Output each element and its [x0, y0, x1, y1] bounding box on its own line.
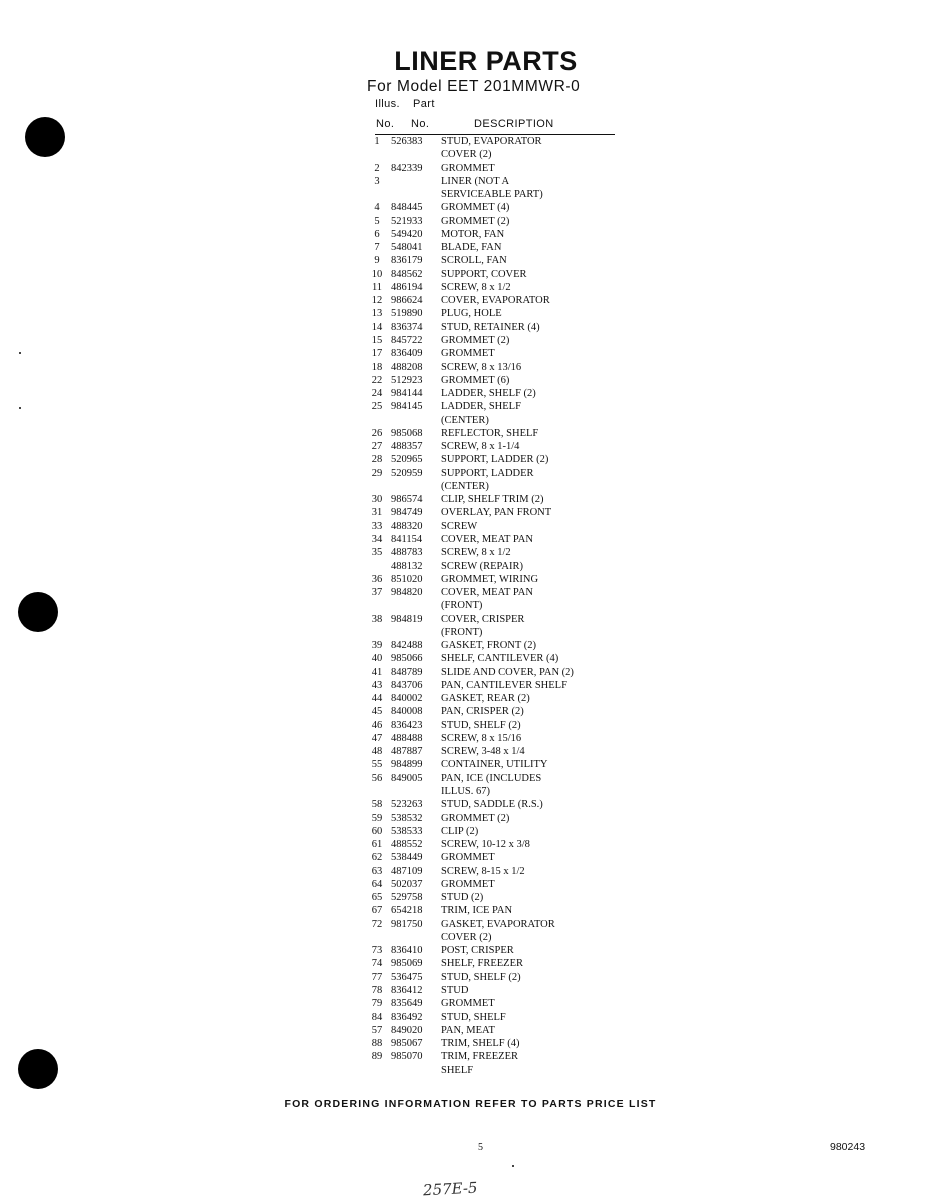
table-row — [363, 254, 623, 267]
table-row — [363, 944, 623, 957]
part-description: OVERLAY, PAN FRONT — [441, 507, 552, 519]
illus-number: 60 — [371, 825, 383, 837]
illus-number: 2 — [374, 162, 380, 174]
table-row — [363, 825, 623, 838]
table-row — [363, 281, 623, 294]
table-row — [363, 1024, 623, 1037]
part-description: LINER (NOT A SERVICEABLE PART) — [441, 175, 543, 201]
part-description: SCREW, 8 x 13/16 — [441, 361, 522, 373]
part-description: COVER, CRISPER (FRONT) — [441, 613, 525, 638]
illus-number: 36 — [371, 573, 383, 585]
part-description: STUD, RETAINER (4) — [441, 321, 540, 333]
part-number: 836423 — [391, 719, 423, 731]
table-row — [363, 997, 623, 1010]
illus-number: 77 — [371, 971, 383, 983]
part-description: SCREW, 3-48 x 1/4 — [441, 746, 525, 758]
table-row — [363, 520, 623, 533]
illus-number: 65 — [371, 892, 383, 904]
table-row — [363, 387, 623, 400]
part-number: 487887 — [391, 746, 423, 758]
illus-number: 48 — [371, 746, 383, 758]
illus-number: 58 — [371, 799, 383, 811]
part-description: GROMMET (2) — [441, 812, 510, 824]
part-description: MOTOR, FAN — [441, 228, 505, 240]
illus-number: 26 — [371, 427, 383, 439]
part-number: 986574 — [391, 494, 423, 506]
part-description: SHELF, FREEZER — [441, 958, 524, 970]
illus-number: 61 — [371, 839, 383, 851]
illus-number: 17 — [371, 348, 383, 360]
part-number: 985068 — [391, 427, 423, 439]
table-row — [363, 361, 623, 374]
table-row — [363, 560, 623, 573]
part-description: SUPPORT, COVER — [441, 268, 527, 280]
part-description: SCREW, 8 x 1/2 — [441, 281, 511, 293]
table-row — [363, 453, 623, 466]
illus-number: 9 — [374, 255, 380, 267]
part-number: 836410 — [391, 945, 423, 957]
part-number: 851020 — [391, 573, 423, 585]
part-description: GROMMET — [441, 998, 495, 1010]
part-description: PAN, ICE (INCLUDES ILLUS. 67) — [441, 772, 542, 798]
part-number: 842488 — [391, 640, 423, 652]
part-description: GROMMET — [441, 852, 495, 864]
part-number: 985067 — [391, 1038, 423, 1050]
illus-number: 46 — [371, 719, 383, 731]
part-description: SCREW, 8 x 15/16 — [441, 732, 522, 744]
table-row — [363, 533, 623, 546]
table-row — [363, 347, 623, 360]
illus-number: 33 — [371, 520, 383, 532]
illus-number: 30 — [371, 494, 383, 506]
scan-speck — [19, 407, 21, 409]
part-number: 520965 — [391, 454, 423, 466]
part-number: 538532 — [391, 812, 423, 824]
illus-number: 22 — [371, 374, 383, 386]
table-row — [363, 175, 623, 202]
table-row — [363, 758, 623, 771]
illus-number: 57 — [371, 1024, 383, 1036]
illus-number: 25 — [371, 401, 383, 413]
illus-number: 40 — [371, 653, 383, 665]
part-description: SCREW (REPAIR) — [441, 560, 523, 572]
table-row — [363, 918, 623, 945]
table-row — [363, 201, 623, 214]
table-row — [363, 1050, 623, 1077]
part-number: 523263 — [391, 799, 423, 811]
illus-number: 73 — [371, 945, 383, 957]
table-row — [363, 957, 623, 970]
part-description: POST, CRISPER — [441, 945, 514, 957]
part-description: SUPPORT, LADDER (CENTER) — [441, 467, 534, 492]
col-part-label: Part — [413, 98, 435, 110]
part-description: SCREW, 8 x 1/2 — [441, 547, 511, 559]
illus-number: 1 — [374, 136, 380, 147]
part-description: GROMMET, WIRING — [441, 573, 539, 585]
part-number: 836374 — [391, 321, 423, 333]
part-description: TRIM, SHELF (4) — [441, 1038, 520, 1050]
part-number: 985070 — [391, 1051, 423, 1063]
part-number: 849020 — [391, 1024, 423, 1036]
part-description: SHELF, CANTILEVER (4) — [441, 653, 559, 665]
col-illus-no: No. — [376, 118, 395, 130]
part-number: 487109 — [391, 865, 423, 877]
part-number: 984144 — [391, 388, 423, 400]
col-part-no: No. — [411, 118, 430, 130]
table-row — [363, 891, 623, 904]
part-description: SCROLL, FAN — [441, 255, 507, 267]
part-number: 488320 — [391, 520, 423, 532]
part-description: CLIP (2) — [441, 825, 479, 837]
illus-number: 41 — [371, 666, 383, 678]
parts-list — [363, 135, 623, 1077]
part-description: SCREW, 10-12 x 3/8 — [441, 839, 530, 851]
part-description: GROMMET — [441, 162, 495, 174]
illus-number: 79 — [371, 998, 383, 1010]
illus-number: 34 — [371, 533, 383, 545]
table-row — [363, 1037, 623, 1050]
part-number: 836412 — [391, 985, 423, 996]
page-title: LINER PARTS — [394, 46, 578, 76]
part-description: COVER, MEAT PAN — [441, 533, 533, 545]
table-row — [363, 400, 623, 427]
col-illus-label: Illus. — [375, 98, 401, 110]
col-description: DESCRIPTION — [474, 118, 554, 130]
part-number — [391, 175, 441, 202]
part-number: 984145 — [391, 401, 423, 413]
illus-number: 39 — [371, 640, 383, 652]
illus-number: 44 — [371, 693, 383, 705]
part-description: SCREW, 8-15 x 1/2 — [441, 865, 525, 877]
part-number: 842339 — [391, 162, 423, 174]
part-number: 836179 — [391, 255, 423, 267]
illus-number — [363, 560, 391, 573]
table-row — [363, 467, 623, 494]
table-row — [363, 573, 623, 586]
part-number: 840008 — [391, 706, 423, 718]
part-description: PLUG, HOLE — [441, 308, 502, 320]
part-number: 984749 — [391, 507, 423, 519]
part-number: 836492 — [391, 1011, 423, 1023]
part-number: 488783 — [391, 547, 423, 559]
illus-number: 47 — [371, 732, 383, 744]
part-number: 488488 — [391, 732, 423, 744]
illus-number: 59 — [371, 812, 383, 824]
part-description: BLADE, FAN — [441, 242, 502, 254]
part-description: SCREW, 8 x 1-1/4 — [441, 441, 520, 453]
part-number: 984899 — [391, 759, 423, 771]
table-row — [363, 639, 623, 652]
part-number: 548041 — [391, 242, 423, 254]
part-description: GROMMET (6) — [441, 374, 510, 386]
table-row — [363, 613, 623, 640]
part-description: CONTAINER, UTILITY — [441, 759, 548, 771]
illus-number: 64 — [371, 878, 383, 890]
part-description: STUD, SHELF (2) — [441, 971, 521, 983]
illus-number: 74 — [371, 958, 383, 970]
part-description: CLIP, SHELF TRIM (2) — [441, 494, 544, 506]
table-row — [363, 241, 623, 254]
handwritten-note: 257E-5 — [422, 1178, 478, 1200]
table-row — [363, 215, 623, 228]
part-number: 840002 — [391, 693, 423, 705]
part-number: 488357 — [391, 441, 423, 453]
table-row — [363, 307, 623, 320]
table-row — [363, 812, 623, 825]
table-row — [363, 692, 623, 705]
table-row — [363, 321, 623, 334]
illus-number: 56 — [371, 772, 383, 784]
part-number: 488208 — [391, 361, 423, 373]
part-number: 521933 — [391, 215, 423, 227]
part-number: 488132 — [391, 560, 423, 572]
part-description: PAN, CRISPER (2) — [441, 706, 524, 718]
part-description: LADDER, SHELF (2) — [441, 388, 536, 400]
illus-number: 35 — [371, 547, 383, 559]
part-number: 843706 — [391, 679, 423, 691]
illus-number: 13 — [371, 308, 383, 320]
part-number: 549420 — [391, 228, 423, 240]
model-subtitle: For Model EET 201MMWR-0 — [367, 78, 581, 95]
part-number: 848789 — [391, 666, 423, 678]
table-row — [363, 798, 623, 811]
part-description: PAN, MEAT — [441, 1024, 495, 1036]
table-row — [363, 546, 623, 559]
part-description: PAN, CANTILEVER SHELF — [441, 679, 567, 691]
illus-number: 11 — [371, 281, 383, 293]
punch-hole-bottom — [18, 1049, 58, 1089]
illus-number: 55 — [371, 759, 383, 771]
part-description: SLIDE AND COVER, PAN (2) — [441, 666, 574, 678]
part-number: 985066 — [391, 653, 423, 665]
illus-number: 88 — [371, 1038, 383, 1050]
table-row — [363, 228, 623, 241]
page-number: 5 — [478, 1142, 483, 1153]
table-row — [363, 440, 623, 453]
part-number: 538449 — [391, 852, 423, 864]
table-row — [363, 1011, 623, 1024]
table-row — [363, 652, 623, 665]
illus-number: 62 — [371, 852, 383, 864]
illus-number: 15 — [371, 334, 383, 346]
part-description: GROMMET — [441, 348, 495, 360]
illus-number: 6 — [374, 228, 380, 240]
table-row — [363, 294, 623, 307]
table-row — [363, 427, 623, 440]
table-row — [363, 334, 623, 347]
illus-number: 31 — [371, 507, 383, 519]
part-number: 529758 — [391, 892, 423, 904]
table-row — [363, 705, 623, 718]
part-number: 502037 — [391, 878, 423, 890]
part-description: GROMMET (2) — [441, 215, 510, 227]
table-row — [363, 904, 623, 917]
part-description: GROMMET — [441, 878, 495, 890]
table-row — [363, 838, 623, 851]
part-number: 520959 — [391, 467, 423, 479]
table-row — [363, 666, 623, 679]
part-number: 845722 — [391, 334, 423, 346]
illus-number: 38 — [371, 613, 383, 625]
table-row — [363, 374, 623, 387]
part-description: LADDER, SHELF (CENTER) — [441, 401, 521, 426]
table-row — [363, 745, 623, 758]
table-row — [363, 772, 623, 799]
part-number: 836409 — [391, 348, 423, 360]
illus-number: 37 — [371, 587, 383, 599]
part-number: 985069 — [391, 958, 423, 970]
table-row — [363, 851, 623, 864]
illus-number: 24 — [371, 388, 383, 400]
table-row — [363, 865, 623, 878]
illus-number: 5 — [374, 215, 380, 227]
part-number: 486194 — [391, 281, 423, 293]
part-description: STUD (2) — [441, 892, 484, 904]
part-number: 538533 — [391, 825, 423, 837]
illus-number: 78 — [371, 985, 383, 996]
punch-hole-top — [25, 117, 65, 157]
illus-number: 28 — [371, 454, 383, 466]
part-description: STUD, SADDLE (R.S.) — [441, 799, 543, 811]
illus-number: 43 — [371, 679, 383, 691]
part-description: STUD — [441, 985, 469, 996]
column-header — [375, 118, 615, 135]
illus-number: 63 — [371, 865, 383, 877]
scan-speck — [512, 1165, 514, 1167]
illus-number: 3 — [374, 175, 380, 187]
part-number: 488552 — [391, 839, 423, 851]
part-description: SCREW — [441, 520, 478, 532]
illus-number: 27 — [371, 441, 383, 453]
part-description: STUD, SHELF — [441, 1011, 506, 1023]
table-row — [363, 135, 623, 162]
illus-number: 84 — [371, 1011, 383, 1023]
part-description: GASKET, FRONT (2) — [441, 640, 536, 652]
document-number: 980243 — [830, 1141, 866, 1153]
table-row — [363, 162, 623, 175]
part-number: 984819 — [391, 613, 423, 625]
part-description: STUD, SHELF (2) — [441, 719, 521, 731]
part-description: TRIM, ICE PAN — [441, 905, 513, 917]
illus-number: 67 — [371, 905, 383, 917]
part-description: REFLECTOR, SHELF — [441, 427, 539, 439]
part-number: 654218 — [391, 905, 423, 917]
part-number: 526383 — [391, 136, 423, 147]
part-description: GASKET, REAR (2) — [441, 693, 530, 705]
part-number: 984820 — [391, 587, 423, 599]
illus-number: 72 — [371, 918, 383, 930]
illus-number: 12 — [371, 295, 383, 307]
part-number: 536475 — [391, 971, 423, 983]
part-number: 848562 — [391, 268, 423, 280]
illus-number: 18 — [371, 361, 383, 373]
part-description: TRIM, FREEZER SHELF — [441, 1051, 519, 1076]
part-number: 986624 — [391, 295, 423, 307]
part-number: 519890 — [391, 308, 423, 320]
part-description: GASKET, EVAPORATOR COVER (2) — [441, 918, 555, 943]
table-row — [363, 732, 623, 745]
scan-speck — [19, 352, 21, 354]
part-number: 848445 — [391, 202, 423, 214]
ordering-note: FOR ORDERING INFORMATION REFER TO PARTS PRICE LIST — [284, 1098, 657, 1110]
illus-number: 45 — [371, 706, 383, 718]
part-description: GROMMET (4) — [441, 202, 510, 214]
part-description: STUD, EVAPORATOR COVER (2) — [441, 136, 542, 161]
part-number: 849005 — [391, 772, 423, 784]
illus-number: 4 — [374, 202, 380, 214]
illus-number: 7 — [374, 242, 380, 254]
table-row — [363, 679, 623, 692]
table-row — [363, 878, 623, 891]
part-description: SUPPORT, LADDER (2) — [441, 454, 549, 466]
part-description: COVER, MEAT PAN (FRONT) — [441, 587, 533, 612]
table-row — [363, 719, 623, 732]
part-number: 835649 — [391, 998, 423, 1010]
table-row — [363, 268, 623, 281]
table-row — [363, 971, 623, 984]
illus-number: 89 — [371, 1051, 383, 1063]
table-row — [363, 586, 623, 613]
illus-number: 14 — [371, 321, 383, 333]
punch-hole-middle — [18, 592, 58, 632]
part-description: COVER, EVAPORATOR — [441, 295, 550, 307]
part-description: GROMMET (2) — [441, 334, 510, 346]
table-row — [363, 493, 623, 506]
part-number: 981750 — [391, 918, 423, 930]
table-row — [363, 984, 623, 997]
table-row — [363, 506, 623, 519]
part-number: 841154 — [391, 533, 423, 545]
illus-number: 10 — [371, 268, 383, 280]
illus-number: 29 — [371, 467, 383, 479]
part-number: 512923 — [391, 374, 423, 386]
